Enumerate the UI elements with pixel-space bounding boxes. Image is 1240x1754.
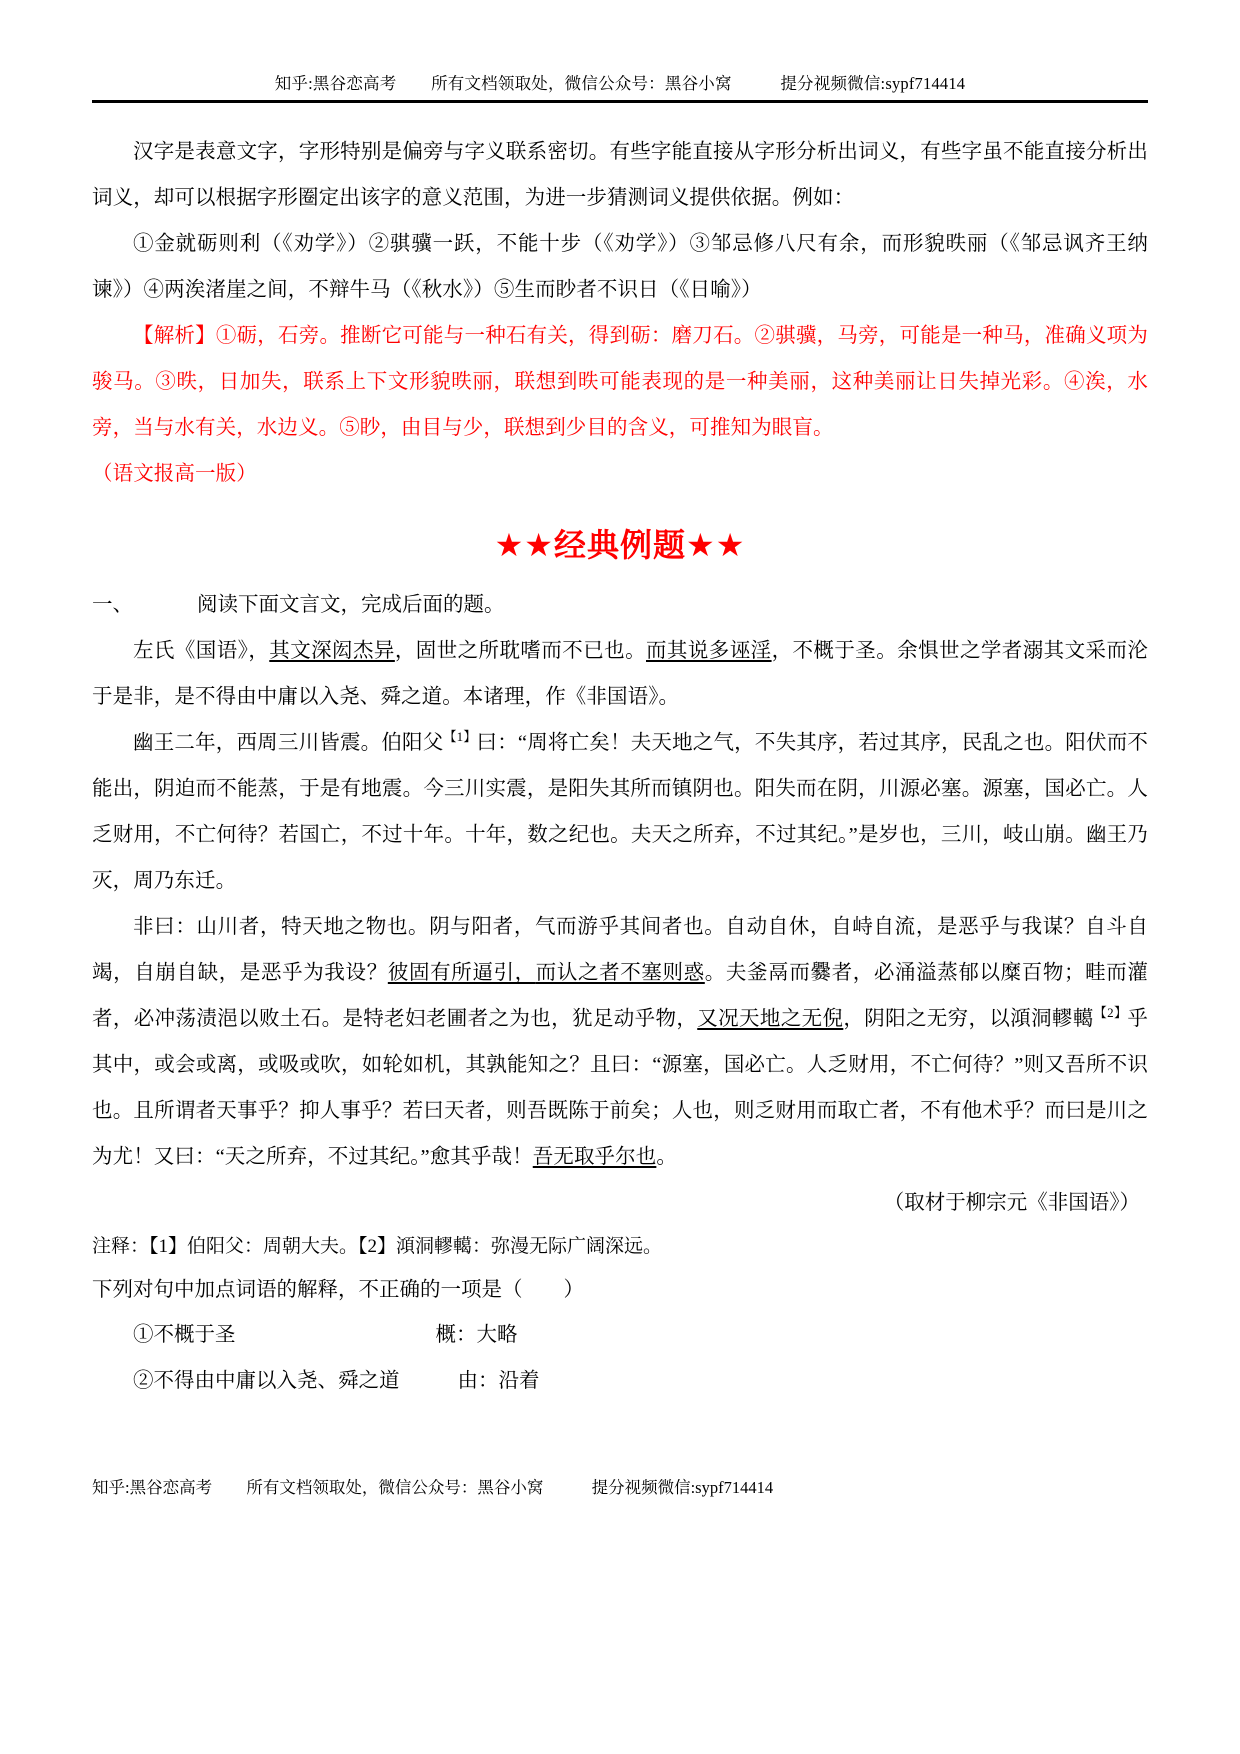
page-header xyxy=(92,0,1148,94)
option-2-key: 由 xyxy=(457,1369,478,1392)
header-part-2: 所有文档领取处，微信公众号：黑谷小窝 xyxy=(431,74,732,93)
header-part-1: 知乎:黑谷恋高考 xyxy=(274,74,397,93)
passage-p1-c: ，不概于圣。余惧世之学者溺其文采而沦于是非，是不得由中庸以入尧、舜之道。本诸理，作《非国语》。 xyxy=(92,639,1148,708)
footer-part-3: 提分视频微信:sypf714414 xyxy=(591,1478,774,1497)
option-row-2: ②不得由中庸以入尧、舜之道 由：沿着 xyxy=(133,1369,540,1392)
footer-part-1: 知乎:黑谷恋高考 xyxy=(92,1478,213,1497)
passage-p3-underline-3: 又况天地之无倪 xyxy=(697,1007,844,1030)
passage-p1-b: ，固世之所耽嗜而不已也。 xyxy=(394,639,646,662)
option-2-meaning: 沿着 xyxy=(498,1369,540,1392)
section-title-text: 经典例题 xyxy=(553,526,686,563)
option-1-key: 概 xyxy=(435,1323,456,1346)
question-prompt: 阅读下面文言文，完成后面的题。 xyxy=(197,593,505,616)
question-instruction: 下列对句中加点词语的解释，不正确的一项是（ ） xyxy=(92,1278,584,1301)
passage-p2-b: 曰：“周将亡矣！夫天地之气，不失其序，若过其序，民乱之也。阳伏而不能出，阴迫而不能蒸，于是有地震。今三川实震，是阳失其所而镇阴也。阳失而在阴，川源必塞。源塞，国必亡。人乏财用，不亡何待？若国亡，不过十年。十年，数之纪也。夫天之所弃，不过其纪。”是岁也，三川，岐山崩。幽王乃灭，周乃东迁。 xyxy=(92,731,1148,892)
passage-p3-c: ，阴阳之无穷，以澒洞轇轕 xyxy=(843,1007,1094,1030)
footnote-marker-2: 【2】 xyxy=(1093,1004,1128,1020)
passage-paragraph-1 xyxy=(92,628,1148,720)
star-left-icon: ★★ xyxy=(494,525,554,564)
option-row-1: ①不概于圣 概：大略 xyxy=(133,1323,518,1346)
star-right-icon: ★★ xyxy=(686,525,746,564)
question-heading xyxy=(92,582,1148,628)
option-1-meaning: 大略 xyxy=(476,1323,518,1346)
passage-p3-underline-2: 而认之者不塞则惑 xyxy=(535,961,705,984)
passage-p3-e: 。 xyxy=(656,1145,677,1168)
passage-paragraph-3 xyxy=(92,904,1148,1180)
footnotes: 注释：【1】伯阳父：周朝大夫。【2】澒洞轇轕：弥漫无际广阔深远。 xyxy=(92,1235,663,1257)
option-2-label: ②不得由中庸以入尧、舜之道 xyxy=(133,1369,400,1392)
intro-paragraph: 汉字是表意文字，字形特别是偏旁与字义联系密切。有些字能直接从字形分析出词义，有些字虽不能直接分析出词义，却可以根据字形圈定出该字的意义范围，为进一步猜测词义提供依据。例如： xyxy=(92,140,1148,209)
header-part-3: 提分视频微信:sypf714414 xyxy=(780,74,966,93)
analysis-paragraph xyxy=(92,313,1148,451)
section-title xyxy=(92,523,1148,568)
document-content xyxy=(92,103,1148,1404)
passage-p2-a: 幽王二年，西周三川皆震。伯阳父 xyxy=(133,731,444,754)
passage-p3-d: 乎其中，或会或离，或吸或吹，如轮如机，其孰能知之？且曰：“源塞，国必亡。人乏财用，不亡何待？”则又吾所不识也。且所谓者天事乎？抑人事乎？若曰天者，则吾既陈于前矣；人也，则乏财用而取亡者，不有他术乎？而曰是川之为尤！又曰：“天之所弃，不过其纪。”愈其乎哉！ xyxy=(92,1007,1149,1168)
passage-p3-underline-1: 彼固有所逼引， xyxy=(387,961,536,984)
passage-p1-a: 左氏《国语》， xyxy=(133,639,270,662)
passage-p1-underline-1: 其文深闳杰异 xyxy=(269,639,395,662)
footer-part-2: 所有文档领取处，微信公众号：黑谷小窝 xyxy=(246,1478,544,1497)
analysis-label: 【解析】 xyxy=(133,324,216,347)
passage-p3-a: 非曰：山川者，特天地之物也。阴与阳者，气而游乎其间者也。自动自休，自峙自流，是恶乎与我谋？自斗自竭，自崩自缺，是恶乎为我设？ xyxy=(92,915,1148,984)
footnote-marker-1: 【1】 xyxy=(443,728,477,744)
option-1-label: ①不概于圣 xyxy=(133,1323,236,1346)
passage-p1-underline-2: 而其说多诬淫 xyxy=(646,639,772,662)
passage-p3-underline-4: 吾无取乎尔也 xyxy=(532,1145,657,1168)
page-footer xyxy=(92,1478,1148,1498)
intro-examples: ①金就砺则利（《劝学》）②骐骥一跃，不能十步（《劝学》）③邹忌修八尺有余，而形貌昳丽（《邹忌讽齐王纳谏》）④两涘渚崖之间，不辩牛马（《秋水》）⑤生而眇者不识日（《日喻》） xyxy=(92,232,1148,301)
question-number: 一、 xyxy=(92,593,133,616)
passage-p3-b: 。夫釜鬲而爨者，必涌溢蒸郁以糜百物；畦而灌者，必冲荡渍浥以败土石。是特老妇老圃者之为也，犹足动乎物， xyxy=(92,961,1148,1030)
passage-attribution: （取材于柳宗元《非国语》） xyxy=(883,1191,1140,1214)
passage-paragraph-2 xyxy=(92,720,1148,904)
analysis-text: ①砺，石旁。推断它可能与一种石有关，得到砺：磨刀石。②骐骥，马旁，可能是一种马，准确义项为骏马。③昳，日加失，联系上下文形貌昳丽，联想到昳可能表现的是一种美丽，这种美丽让日失掉光彩。④涘，水旁，当与水有关，水边义。⑤眇，由目与少，联想到少目的含义，可推知为眼盲。 xyxy=(92,324,1148,439)
analysis-source: （语文报高一版） xyxy=(92,462,257,485)
